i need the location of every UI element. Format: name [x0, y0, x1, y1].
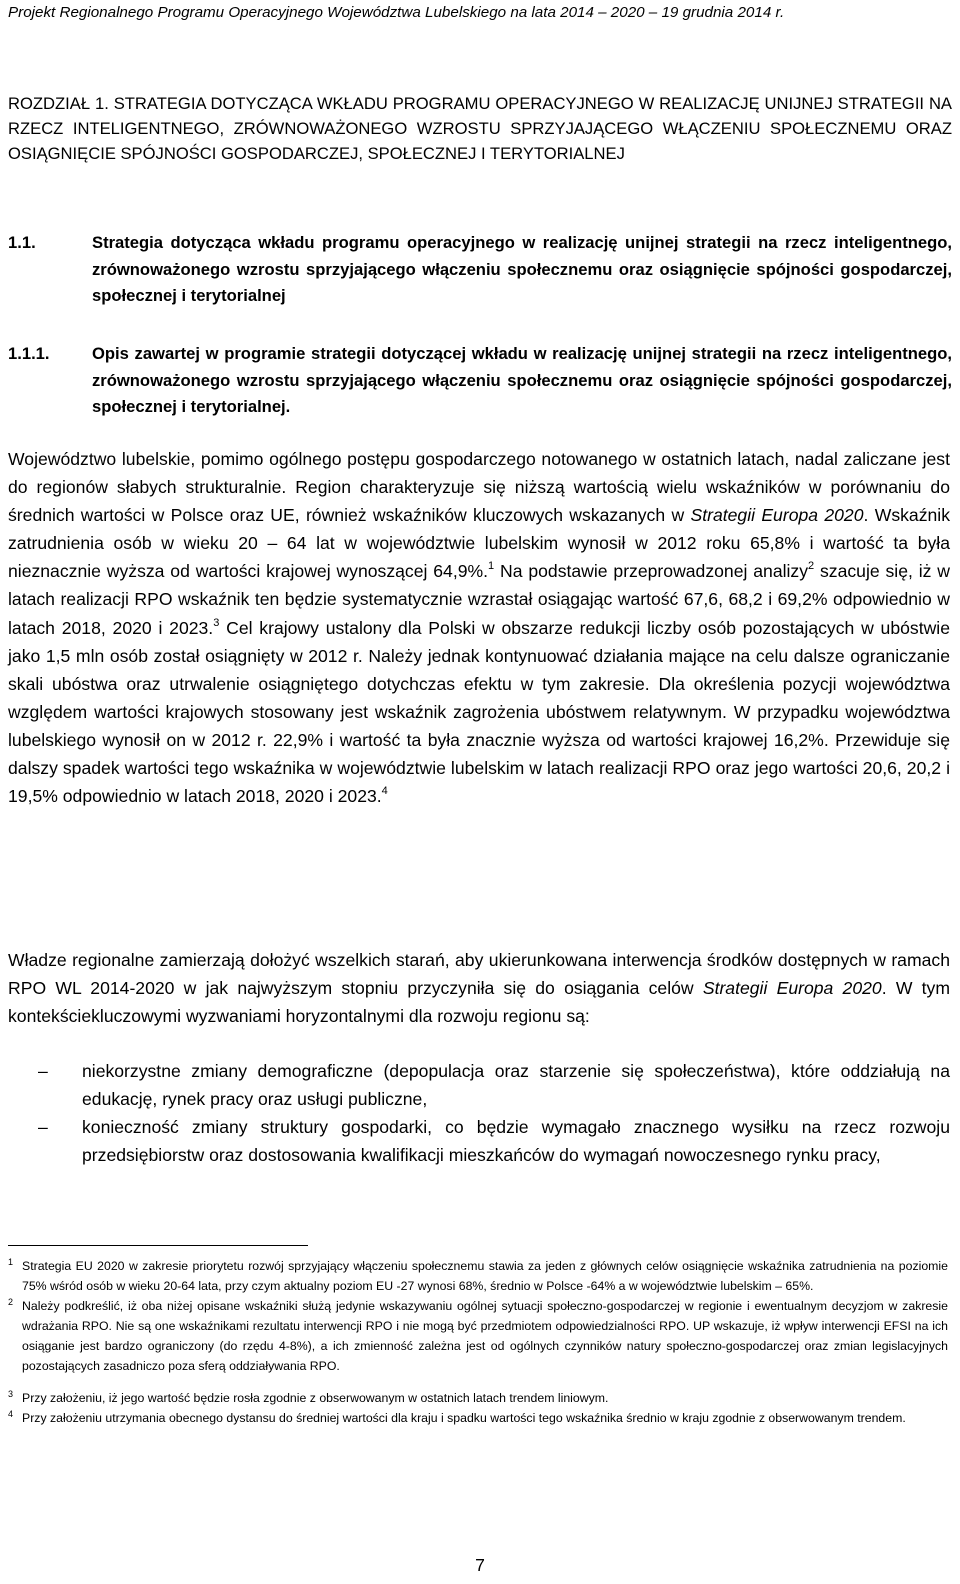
- list-item-text: konieczność zmiany struktury gospodarki, co będzie wymagało znacznego wysiłku na rzecz rozwoju przedsiębiorstw oraz dostosowania kwalifikacji mieszkańców do wymagań nowoczesnego rynku pracy,: [82, 1117, 950, 1166]
- footnote-ref-1[interactable]: 1: [488, 560, 495, 573]
- body-paragraph-2: Władze regionalne zamierzają dołożyć wszelkich starań, aby ukierunkowana interwencja środków dostępnych w ramach RPO WL 2014-2020 w jak najwyższym stopniu przyczyniła się do osiągania celów Strategii Europa 2020. W tym kontekściekluczowymi wyzwaniami horyzontalnymi dla rozwoju regionu są:: [8, 950, 950, 1027]
- body-paragraph-1: Województwo lubelskie, pomimo ogólnego postępu gospodarczego notowanego w ostatnich latach, nadal zaliczane jest do regionów słabych strukturalnie. Region charakteryzuje się niższą wartością wielu wskaźników w porównaniu do średnich wartości w Polsce oraz UE, również wskaźników kluczowych wskazanych w Strategii Europa 2020. Wskaźnik zatrudnienia osób w wieku 20 – 64 lat w województwie lubelskim wynosił w 2012 roku 65,8% i wartość ta była nieznacznie wyższa od wartości krajowej wynoszącej 64,9%.$^1$ Na podstawie przeprowadzonej analizy$^2$ szacuje się, iż w latach realizacji RPO wskaźnik ten będzie systematycznie wzrastał osiągając wartość 67,6, 68,2 i 69,2% odpowiednio w latach 2018, 2020 i 2023.$^3$ Cel krajowy ustalony dla Polski w obszarze redukcji liczby osób pozostających w ubóstwie jako 1,5 mln osób został osiągnięty w 2012 r. Należy jednak kontynuować działania mające na celu dalsze ograniczanie skali ubóstwa oraz utrwalenie osiągniętego dotychczas efektu w tym zakresie. Dla określenia pozycji województwa względem wartości krajowych stosowany jest wskaźnik zagrożenia ubóstwem relatywnym. W przypadku województwa lubelskiego wynosił on w 2012 r. 22,9% i wartość ta była znacznie wyższa od wartości krajowej 16,2%. Przewiduje się dalszy spadek wartości tego wskaźnika w województwie lubelskim w latach realizacji RPO oraz jego wartości 20,6, 20,2 i 19,5% odpowiednio w latach 2018, 2020 i 2023.$^4$: [8, 449, 950, 807]
- list-item: [8, 1113, 950, 1169]
- footnote-text: Przy założeniu utrzymania obecnego dystansu do średniej wartości dla kraju i spadku wartości tego wskaźnika średnio w kraju zgodnie z obserwowanym trendem.: [22, 1411, 906, 1425]
- list-item: [8, 1057, 950, 1113]
- footnote-ref-2[interactable]: 2: [808, 560, 815, 573]
- footnote-ref-3[interactable]: 3: [213, 616, 220, 629]
- section-heading-1-1: [8, 230, 952, 310]
- page-number: 7: [475, 1555, 485, 1575]
- section-title: Opis zawartej w programie strategii dotyczącej wkładu w realizację unijnej strategii na rzecz inteligentnego, zrównoważonego wzrostu sprzyjającego włączeniu społecznemu oraz osiągnięcie spójności gospodarczej, społecznej i terytorialnej.: [92, 344, 952, 416]
- footnote-number: 1: [8, 1257, 14, 1267]
- list-item-text: niekorzystne zmiany demograficzne (depopulacja oraz starzenie się społeczeństwa), które oddziałują na edukację, rynek pracy oraz usługi publiczne,: [82, 1061, 950, 1110]
- footnote-3: [8, 1388, 948, 1408]
- section-number: 1.1.1.: [8, 344, 50, 363]
- footnote-number: 3: [8, 1389, 14, 1399]
- footnote-number: 2: [8, 1297, 14, 1307]
- footnote-2: [8, 1296, 948, 1376]
- footnote-text: Przy założeniu, iż jego wartość będzie rosła zgodnie z obserwowanym w ostatnich latach trendem liniowym.: [22, 1391, 609, 1405]
- footnote-text: Należy podkreślić, iż oba niżej opisane wskaźniki służą jedynie wskazywaniu ogólnej sytuacji społeczno-gospodarczej w regionie i ewentualnym decyzjom w zakresie wdrażania RPO. Nie są one wskaźnikami rezultatu interwencji RPO i nie mogą być przedmiotem odpowiedzialności RPO. UP wskazuje, iż wpływ interwencji EFSI na ich osiąganie jest bardzo ograniczony (do rzędu 4-8%), a ich zmienność zależna jest od ogólnych czynników natury społeczno-gospodarczej oraz zmian legislacyjnych pozostających zasadniczo poza sferą oddziaływania RPO.: [22, 1299, 948, 1373]
- footnote-text: Strategia EU 2020 w zakresie priorytetu rozwój sprzyjający włączeniu społecznemu stawia za jeden z głównych celów osiągnięcie wskaźnika zatrudnienia na poziomie 75% wśród osób w wieku 20-64 lata, przy czym aktualny poziom EU -27 wynosi 68%, średnio w Polsce -64% a w województwie lubelskim – 65%.: [22, 1259, 948, 1293]
- footnote-separator: [8, 1245, 308, 1246]
- footnote-1: [8, 1256, 948, 1296]
- section-title: Strategia dotycząca wkładu programu operacyjnego w realizację unijnej strategii na rzecz inteligentnego, zrównoważonego wzrostu sprzyjającego włączeniu społecznemu oraz osiągnięcie spójności gospodarczej, społecznej i terytorialnej: [92, 233, 952, 305]
- footnote-number: 4: [8, 1409, 14, 1419]
- footnote-4: [8, 1408, 948, 1428]
- running-header: Projekt Regionalnego Programu Operacyjnego Województwa Lubelskiego na lata 2014 – 2020 – 19 grudnia 2014 r.: [8, 4, 785, 21]
- footnote-ref-4[interactable]: 4: [381, 785, 388, 798]
- dash-bullet: –: [38, 1117, 48, 1138]
- section-heading-1-1-1: [8, 341, 952, 421]
- footnotes: [8, 1256, 948, 1428]
- chapter-heading: ROZDZIAŁ 1. STRATEGIA DOTYCZĄCA WKŁADU PROGRAMU OPERACYJNEGO W REALIZACJĘ UNIJNEJ STRATEGII NA RZECZ INTELIGENTNEGO, ZRÓWNOWAŻONEGO WZROSTU SPRZYJAJĄCEGO WŁĄCZENIU SPOŁECZNEMU ORAZ OSIĄGNIĘCIE SPÓJNOŚCI GOSPODARCZEJ, SPOŁECZNEJ I TERYTORIALNEJ: [8, 94, 952, 163]
- challenges-list: [8, 1057, 950, 1169]
- dash-bullet: –: [38, 1061, 48, 1081]
- section-number: 1.1.: [8, 233, 36, 252]
